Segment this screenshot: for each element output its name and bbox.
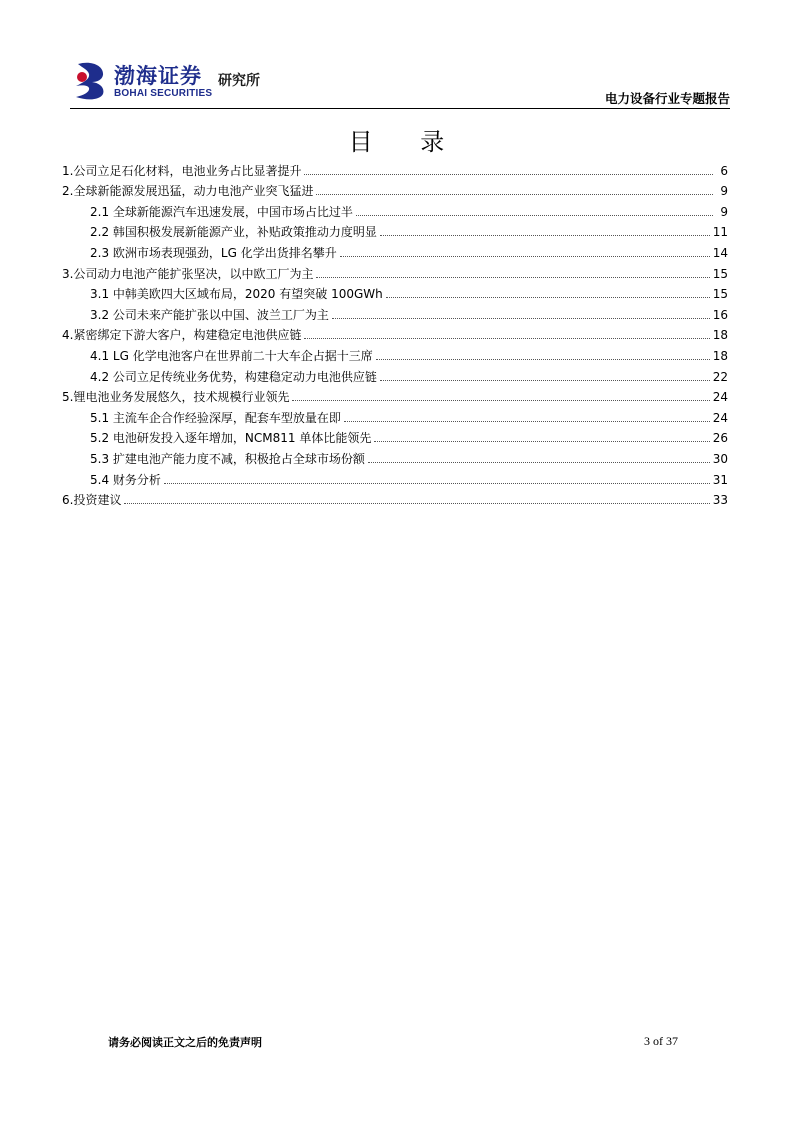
toc-leader-dots (164, 483, 710, 484)
toc-entry-page: 22 (712, 369, 728, 384)
toc-entry[interactable] (62, 199, 728, 220)
toc-entry-text: 5.1 主流车企合作经验深厚，配套车型放量在即 (90, 410, 341, 425)
toc-leader-dots (340, 256, 710, 257)
logo-chinese-name: 渤海证券 (114, 63, 202, 88)
toc-leader-dots (124, 503, 709, 504)
toc-leader-dots (376, 359, 710, 360)
toc-entry[interactable] (62, 240, 728, 261)
toc-title: 目 录 (348, 128, 465, 156)
toc-leader-dots (304, 174, 713, 175)
toc-entry-text: 6.投资建议 (62, 493, 122, 508)
toc-leader-dots (304, 338, 709, 339)
toc-entry-text: 2.2 韩国积极发展新能源产业，补贴政策推动力度明显 (90, 225, 377, 240)
toc-leader-dots (368, 462, 710, 463)
toc-entry-text: 5.4 财务分析 (90, 472, 161, 487)
toc-entry-text: 3.2 公司未来产能扩张以中国、波兰工厂为主 (90, 307, 329, 322)
toc-entry[interactable] (62, 467, 728, 488)
toc-leader-dots (380, 235, 710, 236)
toc-leader-dots (316, 277, 709, 278)
toc-entry-text: 2.3 欧洲市场表现强劲，LG 化学出货排名攀升 (90, 245, 337, 260)
toc-entry-page: 26 (712, 431, 728, 446)
toc-entry[interactable] (62, 385, 728, 406)
toc-leader-dots (344, 421, 710, 422)
toc-entry-page: 11 (712, 225, 728, 240)
disclaimer-note: 请务必阅读正文之后的免责声明 (108, 1036, 262, 1049)
toc-entry[interactable] (62, 179, 728, 200)
toc-entry-text: 4.1 LG 化学电池客户在世界前二十大车企占据十三席 (90, 348, 373, 363)
page-number: 3 of 37 (644, 1034, 678, 1048)
toc-entry-page: 9 (720, 204, 728, 219)
toc-entry-page: 15 (712, 266, 728, 281)
toc-entry[interactable] (62, 426, 728, 447)
toc-entry[interactable] (62, 302, 728, 323)
table-of-contents (62, 158, 728, 508)
toc-entry-text: 4.紧密绑定下游大客户，构建稳定电池供应链 (62, 328, 302, 343)
toc-entry-text: 3.公司动力电池产能扩张坚决，以中欧工厂为主 (62, 266, 314, 281)
toc-entry-text: 5.2 电池研发投入逐年增加，NCM811 单体比能领先 (90, 431, 372, 446)
toc-entry[interactable] (62, 158, 728, 179)
logo-english-name: BOHAI SECURITIES (114, 88, 213, 99)
toc-entry-text: 3.1 中韩美欧四大区域布局，2020 有望突破 100GWh (90, 287, 383, 302)
toc-entry-text: 1.公司立足石化材料，电池业务占比显著提升 (62, 163, 302, 178)
toc-entry[interactable] (62, 220, 728, 241)
toc-entry[interactable] (62, 343, 728, 364)
toc-entry[interactable] (62, 261, 728, 282)
toc-leader-dots (356, 215, 713, 216)
institute-label: 研究所 (218, 73, 260, 89)
toc-entry[interactable] (62, 488, 728, 509)
toc-entry[interactable] (62, 282, 728, 303)
toc-leader-dots (374, 441, 709, 442)
header-divider (70, 108, 730, 109)
toc-leader-dots (316, 194, 713, 195)
toc-entry[interactable] (62, 323, 728, 344)
toc-entry-page: 18 (712, 348, 728, 363)
bohai-logo-icon (70, 60, 108, 100)
toc-entry-text: 2.1 全球新能源汽车迅速发展，中国市场占比过半 (90, 204, 353, 219)
toc-entry-page: 9 (720, 184, 728, 199)
report-type-label: 电力设备行业专题报告 (604, 91, 730, 106)
toc-entry-page: 30 (712, 451, 728, 466)
toc-entry[interactable] (62, 364, 728, 385)
toc-entry-page: 24 (712, 410, 728, 425)
toc-entry-page: 24 (712, 390, 728, 405)
toc-entry-page: 14 (712, 245, 728, 260)
toc-entry-page: 31 (712, 472, 728, 487)
toc-entry[interactable] (62, 405, 728, 426)
toc-leader-dots (332, 318, 710, 319)
bohai-securities-logo (70, 58, 290, 106)
toc-leader-dots (292, 400, 709, 401)
toc-entry-page: 33 (712, 493, 728, 508)
toc-entry-page: 16 (712, 307, 728, 322)
toc-entry-text: 5.3 扩建电池产能力度不减，积极抢占全球市场份额 (90, 451, 365, 466)
toc-entry-page: 6 (720, 163, 728, 178)
toc-entry-text: 5.锂电池业务发展悠久，技术规模行业领先 (62, 390, 290, 405)
page-header (70, 58, 730, 108)
toc-leader-dots (380, 380, 710, 381)
toc-entry-page: 18 (712, 328, 728, 343)
toc-entry-text: 4.2 公司立足传统业务优势，构建稳定动力电池供应链 (90, 369, 377, 384)
toc-leader-dots (386, 297, 710, 298)
toc-entry-page: 15 (712, 287, 728, 302)
toc-entry[interactable] (62, 446, 728, 467)
toc-entry-text: 2.全球新能源发展迅猛，动力电池产业突飞猛进 (62, 184, 314, 199)
